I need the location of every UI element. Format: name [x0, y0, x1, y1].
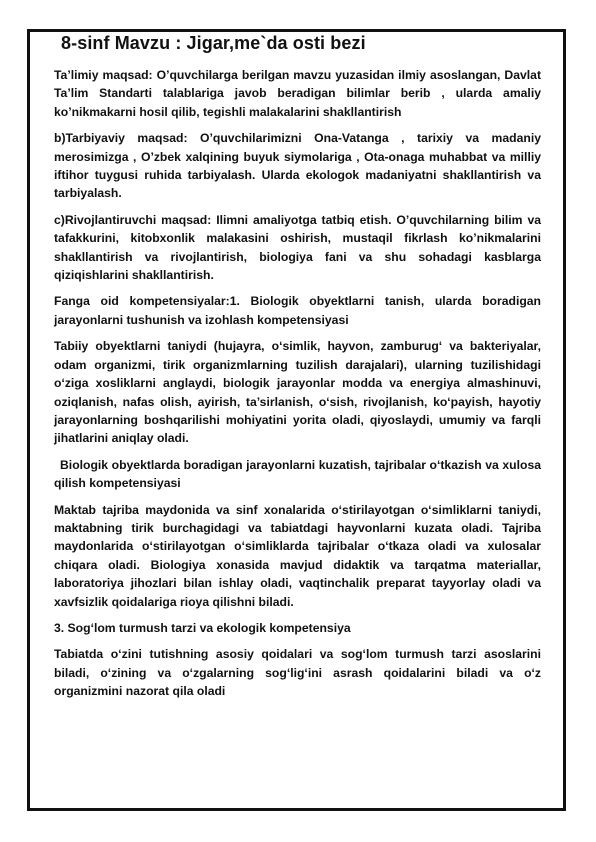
paragraph-nature-rules: Tabiatda o‘zini tutishning asosiy qoidalari va sog‘lom turmush tarzi asoslarini biladi, o‘zining va o‘zgalarning sog‘lig‘ini asrash qoidalarini biladi va o‘z organizmini nazorat qila oladi — [54, 647, 541, 699]
paragraph-school-experiments: Maktab tajriba maydonida va sinf xonalarida o‘stirilayotgan o‘simliklarni taniydi, maktabning tirik burchagidagi va tabiatdagi hayvonlarni kuzata oladi. Tajriba maydonlarida o‘stirilayotgan o‘simliklarda tajribalar o‘tkaza oladi va xulosalar chiqara oladi. Biologiya xonasida mavjud didaktik va tarqatma materiallar, laboratoriya jihozlari bilan ishlay oladi, vaqtinchalik preparat tayyorlay oladi va xavfsizlik qoidalariga rioya qilishni biladi. — [54, 502, 541, 609]
document-title: 8-sinf Mavzu : Jigar,me`da osti bezi — [61, 33, 366, 53]
paragraph-natural-objects: Tabiiy obyektlarni taniydi (hujayra, o‘simlik, hayvon, zamburug‘ va bakteriyalar, odam organizmi, tirik organizmlarning tuzilish darajalari), ularning tuzilishidagi o‘ziga xosliklarni anglaydi, biologik jarayonlar modda va energiya almashinuvi, oziqlanish, nafas olish, ayirish, ta’sirlanish, o‘sish, rivojlanish, ko‘payish, hayotiy jarayonlarning boshqarilishi mohiyatini yorita oladi, qiyoslaydi, umumiy va farqli jihatlarini aniqlay oladi. — [54, 339, 541, 446]
paragraph-healthy-lifestyle-heading: 3. Sog‘lom turmush tarzi va ekologik kompetensiya — [54, 620, 351, 635]
paragraph-developmental-goal: c)Rivojlantiruvchi maqsad: Ilimni amaliyotga tatbiq etish. O’quvchilarning bilim va tafakkurini, kitobxonlik malakasini oshirish, mustaqil fikrlash ko’nikmalarini shakllantirish va rivojlantirish, biologiya fani va shu sohadagi kasblarga qiziqishlarini shakllantirish. — [54, 212, 541, 283]
paragraph-educational-goal: Ta’limiy maqsad: O’quvchilarga berilgan mavzu yuzasidan ilmiy asoslangan, Davlat Ta’lim Standarti talablariga javob beradigan bilimlar berib , ularda amaliy ko’nikmakarni hosil qilib, tegishli malakalarini shakllantirish — [54, 68, 541, 119]
paragraph-upbringing-goal: b)Tarbiyaviy maqsad: O’quvchilarimizni Ona-Vatanga , tarixiy va madaniy merosimizga , O’zbek xalqining buyuk siymolariga , Ota-onaga muhabbat va milliy iftihor tuygusi ruhida tarbiyalash. Ularda ekologok madaniyatni shakllantirish va tarbiyalash. — [54, 131, 541, 201]
paragraph-competencies-heading: Fanga oid kompetensiyalar:1. Biologik obyektlarni tanish, ularda boradigan jarayonlarni tushunish va izohlash kompetensiyasi — [54, 294, 541, 327]
document-body — [54, 66, 541, 709]
paragraph-observation-competency: Biologik obyektlarda boradigan jarayonlarni kuzatish, tajribalar o‘tkazish va xulosa qilish kompetensiyasi — [54, 457, 541, 491]
